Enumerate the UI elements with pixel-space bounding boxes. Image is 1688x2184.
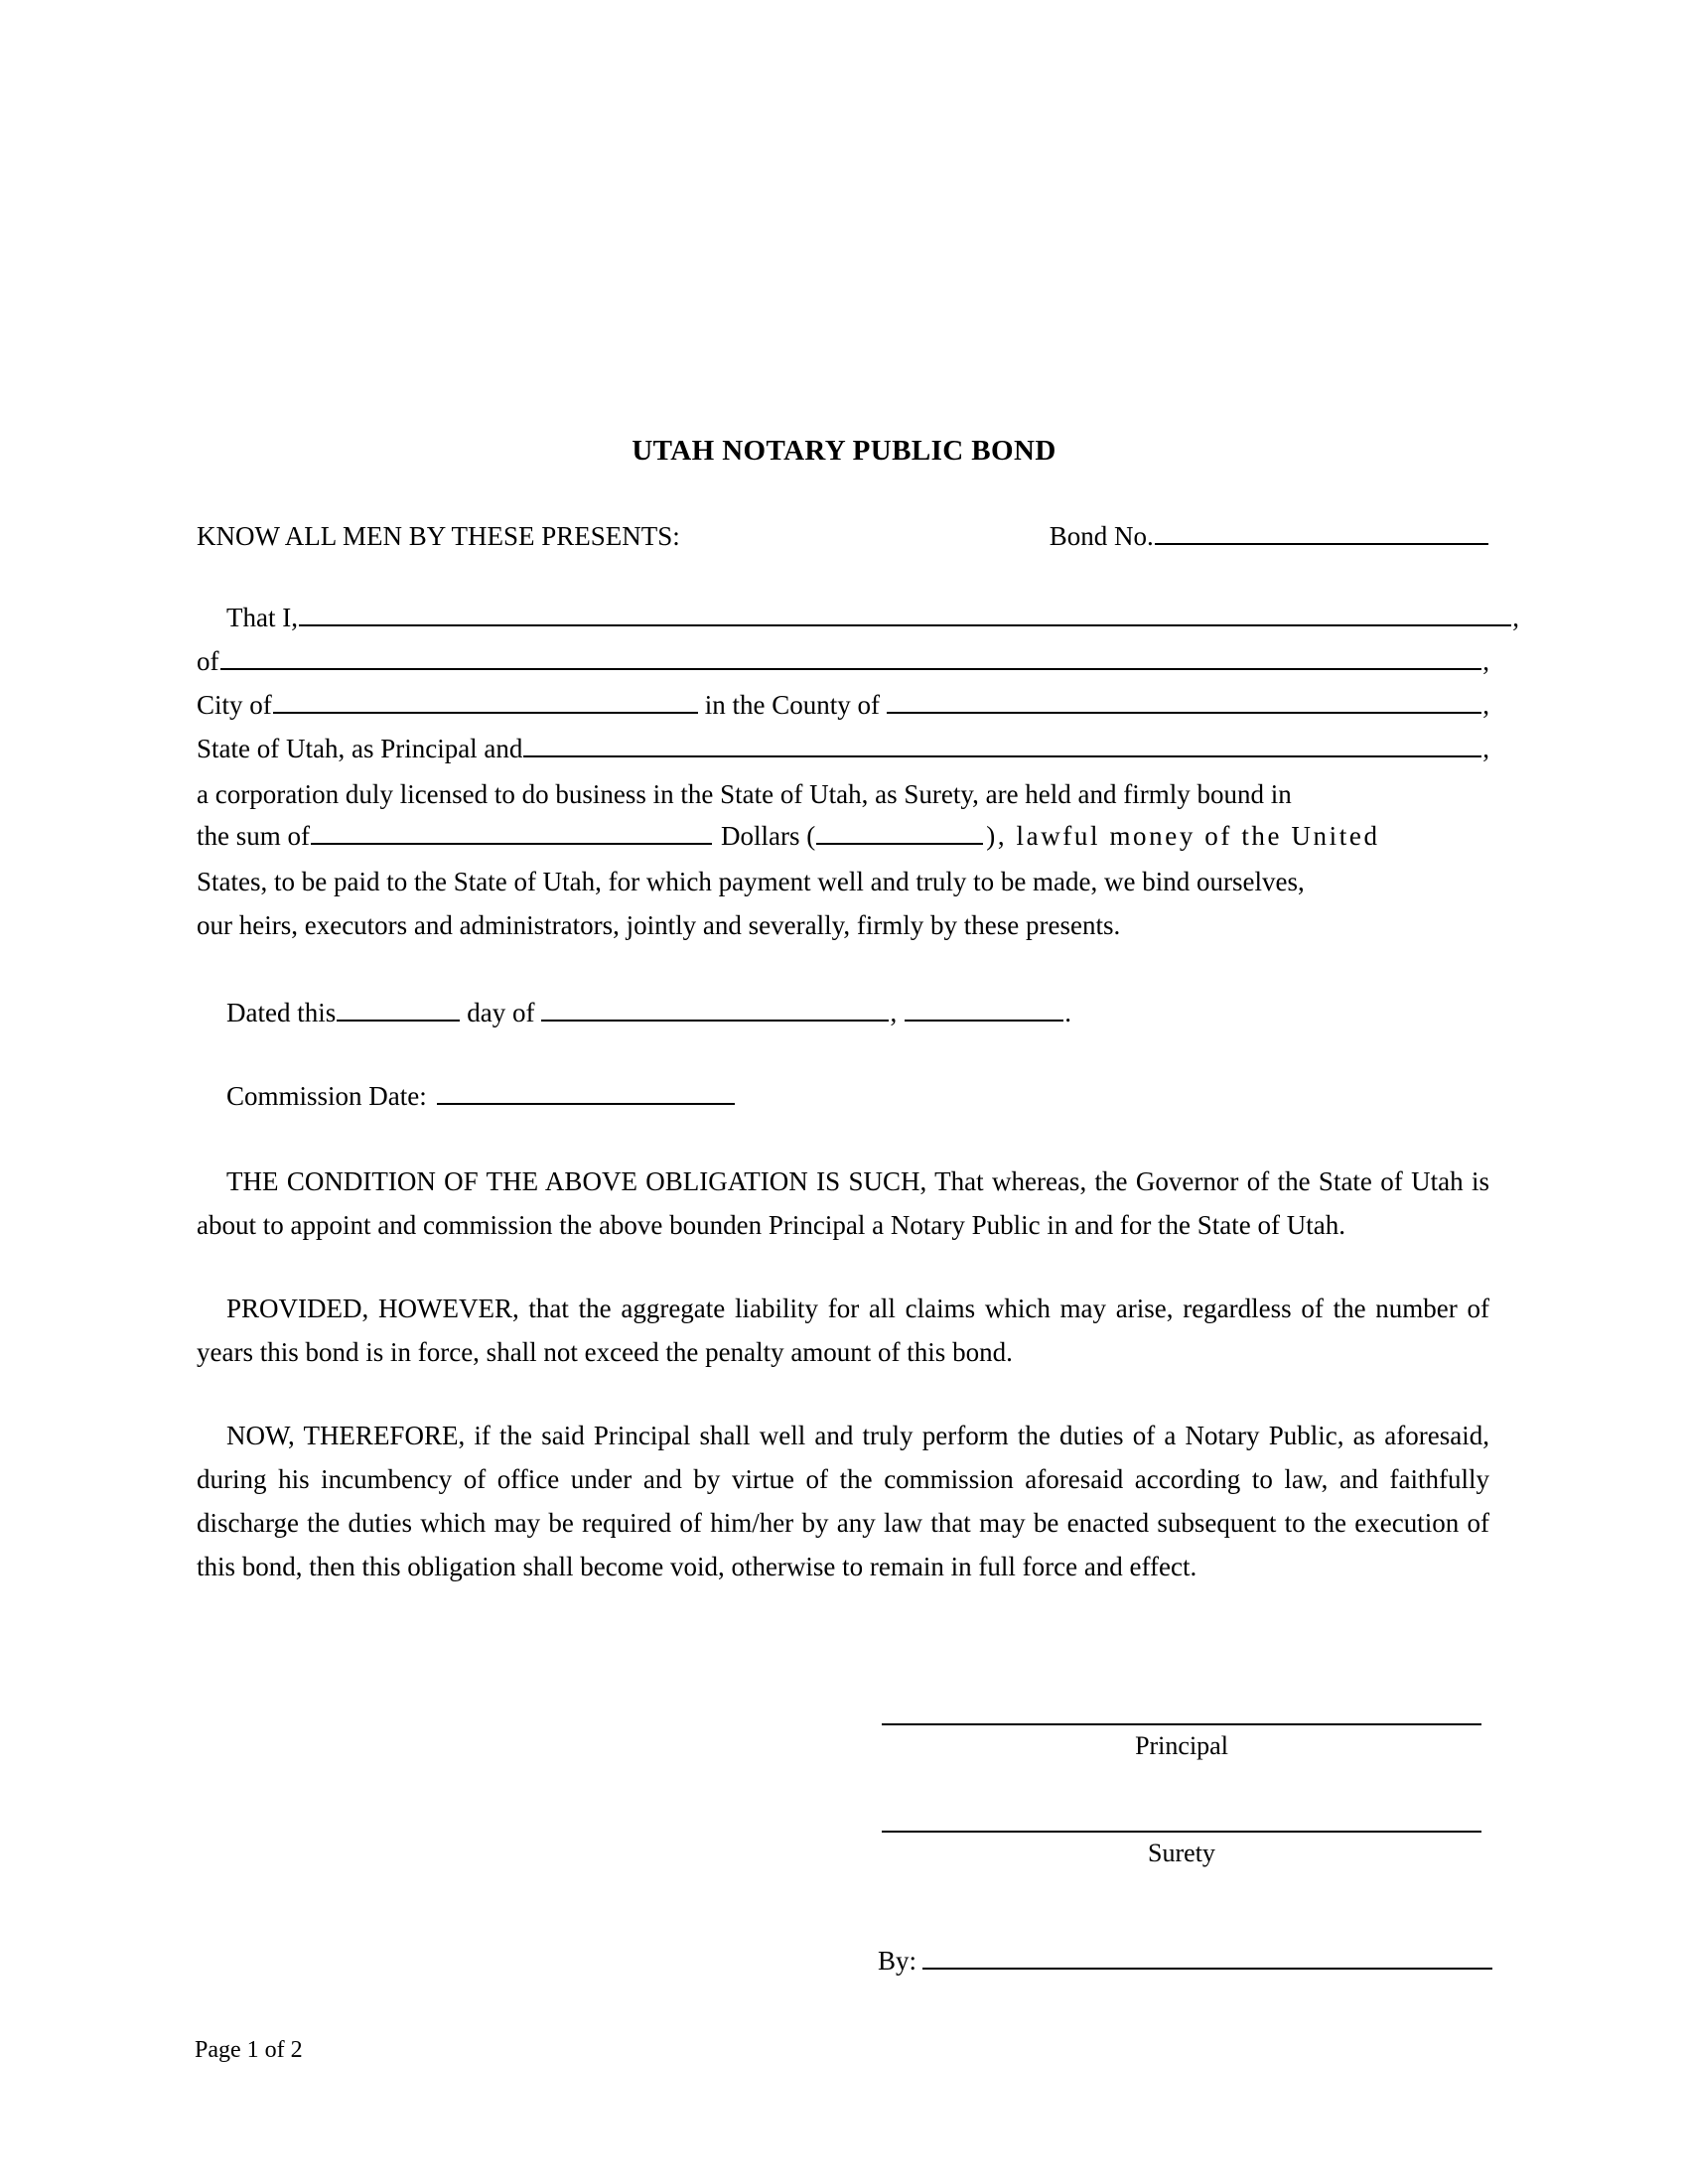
that-i-row bbox=[197, 598, 1519, 641]
state-principal-label: State of Utah, as Principal and bbox=[197, 734, 523, 763]
know-all-men-text: KNOW ALL MEN BY THESE PRESENTS: bbox=[197, 521, 680, 551]
bond-no-group bbox=[1050, 516, 1489, 550]
county-comma: , bbox=[1482, 690, 1489, 720]
in-the-county-of-label: in the County of bbox=[704, 690, 881, 720]
dated-this-label: Dated this bbox=[226, 998, 337, 1027]
after-paren-text: ), lawful money of the United bbox=[986, 821, 1380, 851]
by-row bbox=[878, 1941, 1493, 1977]
that-i-label: That I, bbox=[226, 603, 298, 632]
signature-block bbox=[882, 1723, 1481, 1868]
condition-paragraph: THE CONDITION OF THE ABOVE OBLIGATION IS SUCH, That whereas, the Governor of the State of Utah is about to appoint and commission the above bounden Principal a Notary Public in and for the State of Utah. bbox=[197, 1166, 1489, 1240]
surety-name-row bbox=[197, 729, 1489, 772]
principal-comma: , bbox=[1482, 734, 1489, 763]
now-therefore-paragraph: NOW, THEREFORE, if the said Principal shall well and truly perform the duties of a Notary Public, as aforesaid, during his incumbency of office under and by virtue of the commission aforesaid according to law, and faithfully discharge the duties which may be required of him/her by any law that may be enacted subsequent to the execution of this bond, then this obligation shall become void, otherwise to remain in full force and effect. bbox=[197, 1421, 1489, 1581]
surety-label: Surety bbox=[1148, 1839, 1215, 1867]
corporation-line: a corporation duly licensed to do business in the State of Utah, as Surety, are held and firmly bound in bbox=[197, 779, 1292, 809]
of-comma: , bbox=[1482, 646, 1489, 676]
city-of-label: City of bbox=[197, 690, 272, 720]
address-field[interactable] bbox=[220, 641, 1482, 670]
sum-figures-field[interactable] bbox=[816, 816, 983, 845]
preamble-row bbox=[197, 516, 1489, 550]
of-label: of bbox=[197, 646, 219, 676]
dated-period: . bbox=[1064, 998, 1071, 1027]
the-sum-of-label: the sum of bbox=[197, 821, 310, 851]
obligation-continued-line-1: States, to be paid to the State of Utah, for which payment well and truly to be made, we bind ourselves, bbox=[197, 867, 1305, 896]
page-footer: Page 1 of 2 bbox=[195, 2037, 303, 2063]
sum-words-field[interactable] bbox=[311, 816, 712, 845]
sum-row bbox=[197, 816, 1489, 860]
city-county-row bbox=[197, 685, 1489, 729]
by-signature-field[interactable] bbox=[922, 1941, 1492, 1970]
commission-date-label: Commission Date: bbox=[226, 1081, 427, 1111]
county-field[interactable] bbox=[887, 685, 1481, 714]
principal-label: Principal bbox=[1135, 1731, 1228, 1760]
principal-name-field[interactable] bbox=[299, 598, 1511, 626]
obligation-continued-line-2: our heirs, executors and administrators, jointly and severally, firmly by these presents. bbox=[197, 910, 1121, 940]
page-title: UTAH NOTARY PUBLIC BOND bbox=[632, 435, 1056, 467]
dated-day-field[interactable] bbox=[337, 993, 460, 1022]
by-label: By: bbox=[878, 1946, 917, 1976]
provided-paragraph: PROVIDED, HOWEVER, that the aggregate liability for all claims which may arise, regardless of the number of years this bond is in force, shall not exceed the penalty amount of this bond. bbox=[197, 1294, 1489, 1367]
dated-year-field[interactable] bbox=[905, 993, 1063, 1022]
commission-date-row bbox=[197, 1076, 1489, 1120]
dated-month-field[interactable] bbox=[541, 993, 889, 1022]
day-of-label: day of bbox=[467, 998, 535, 1027]
surety-name-field[interactable] bbox=[523, 729, 1481, 757]
commission-date-field[interactable] bbox=[437, 1076, 735, 1105]
dollars-label: Dollars ( bbox=[721, 821, 816, 851]
city-field[interactable] bbox=[273, 685, 698, 714]
address-row bbox=[197, 641, 1489, 685]
dated-comma: , bbox=[890, 998, 898, 1027]
bond-no-label: Bond No. bbox=[1049, 521, 1154, 551]
that-i-comma: , bbox=[1512, 603, 1519, 632]
dated-row bbox=[197, 993, 1489, 1036]
bond-no-field[interactable] bbox=[1155, 516, 1488, 545]
document-body bbox=[197, 516, 1519, 1588]
